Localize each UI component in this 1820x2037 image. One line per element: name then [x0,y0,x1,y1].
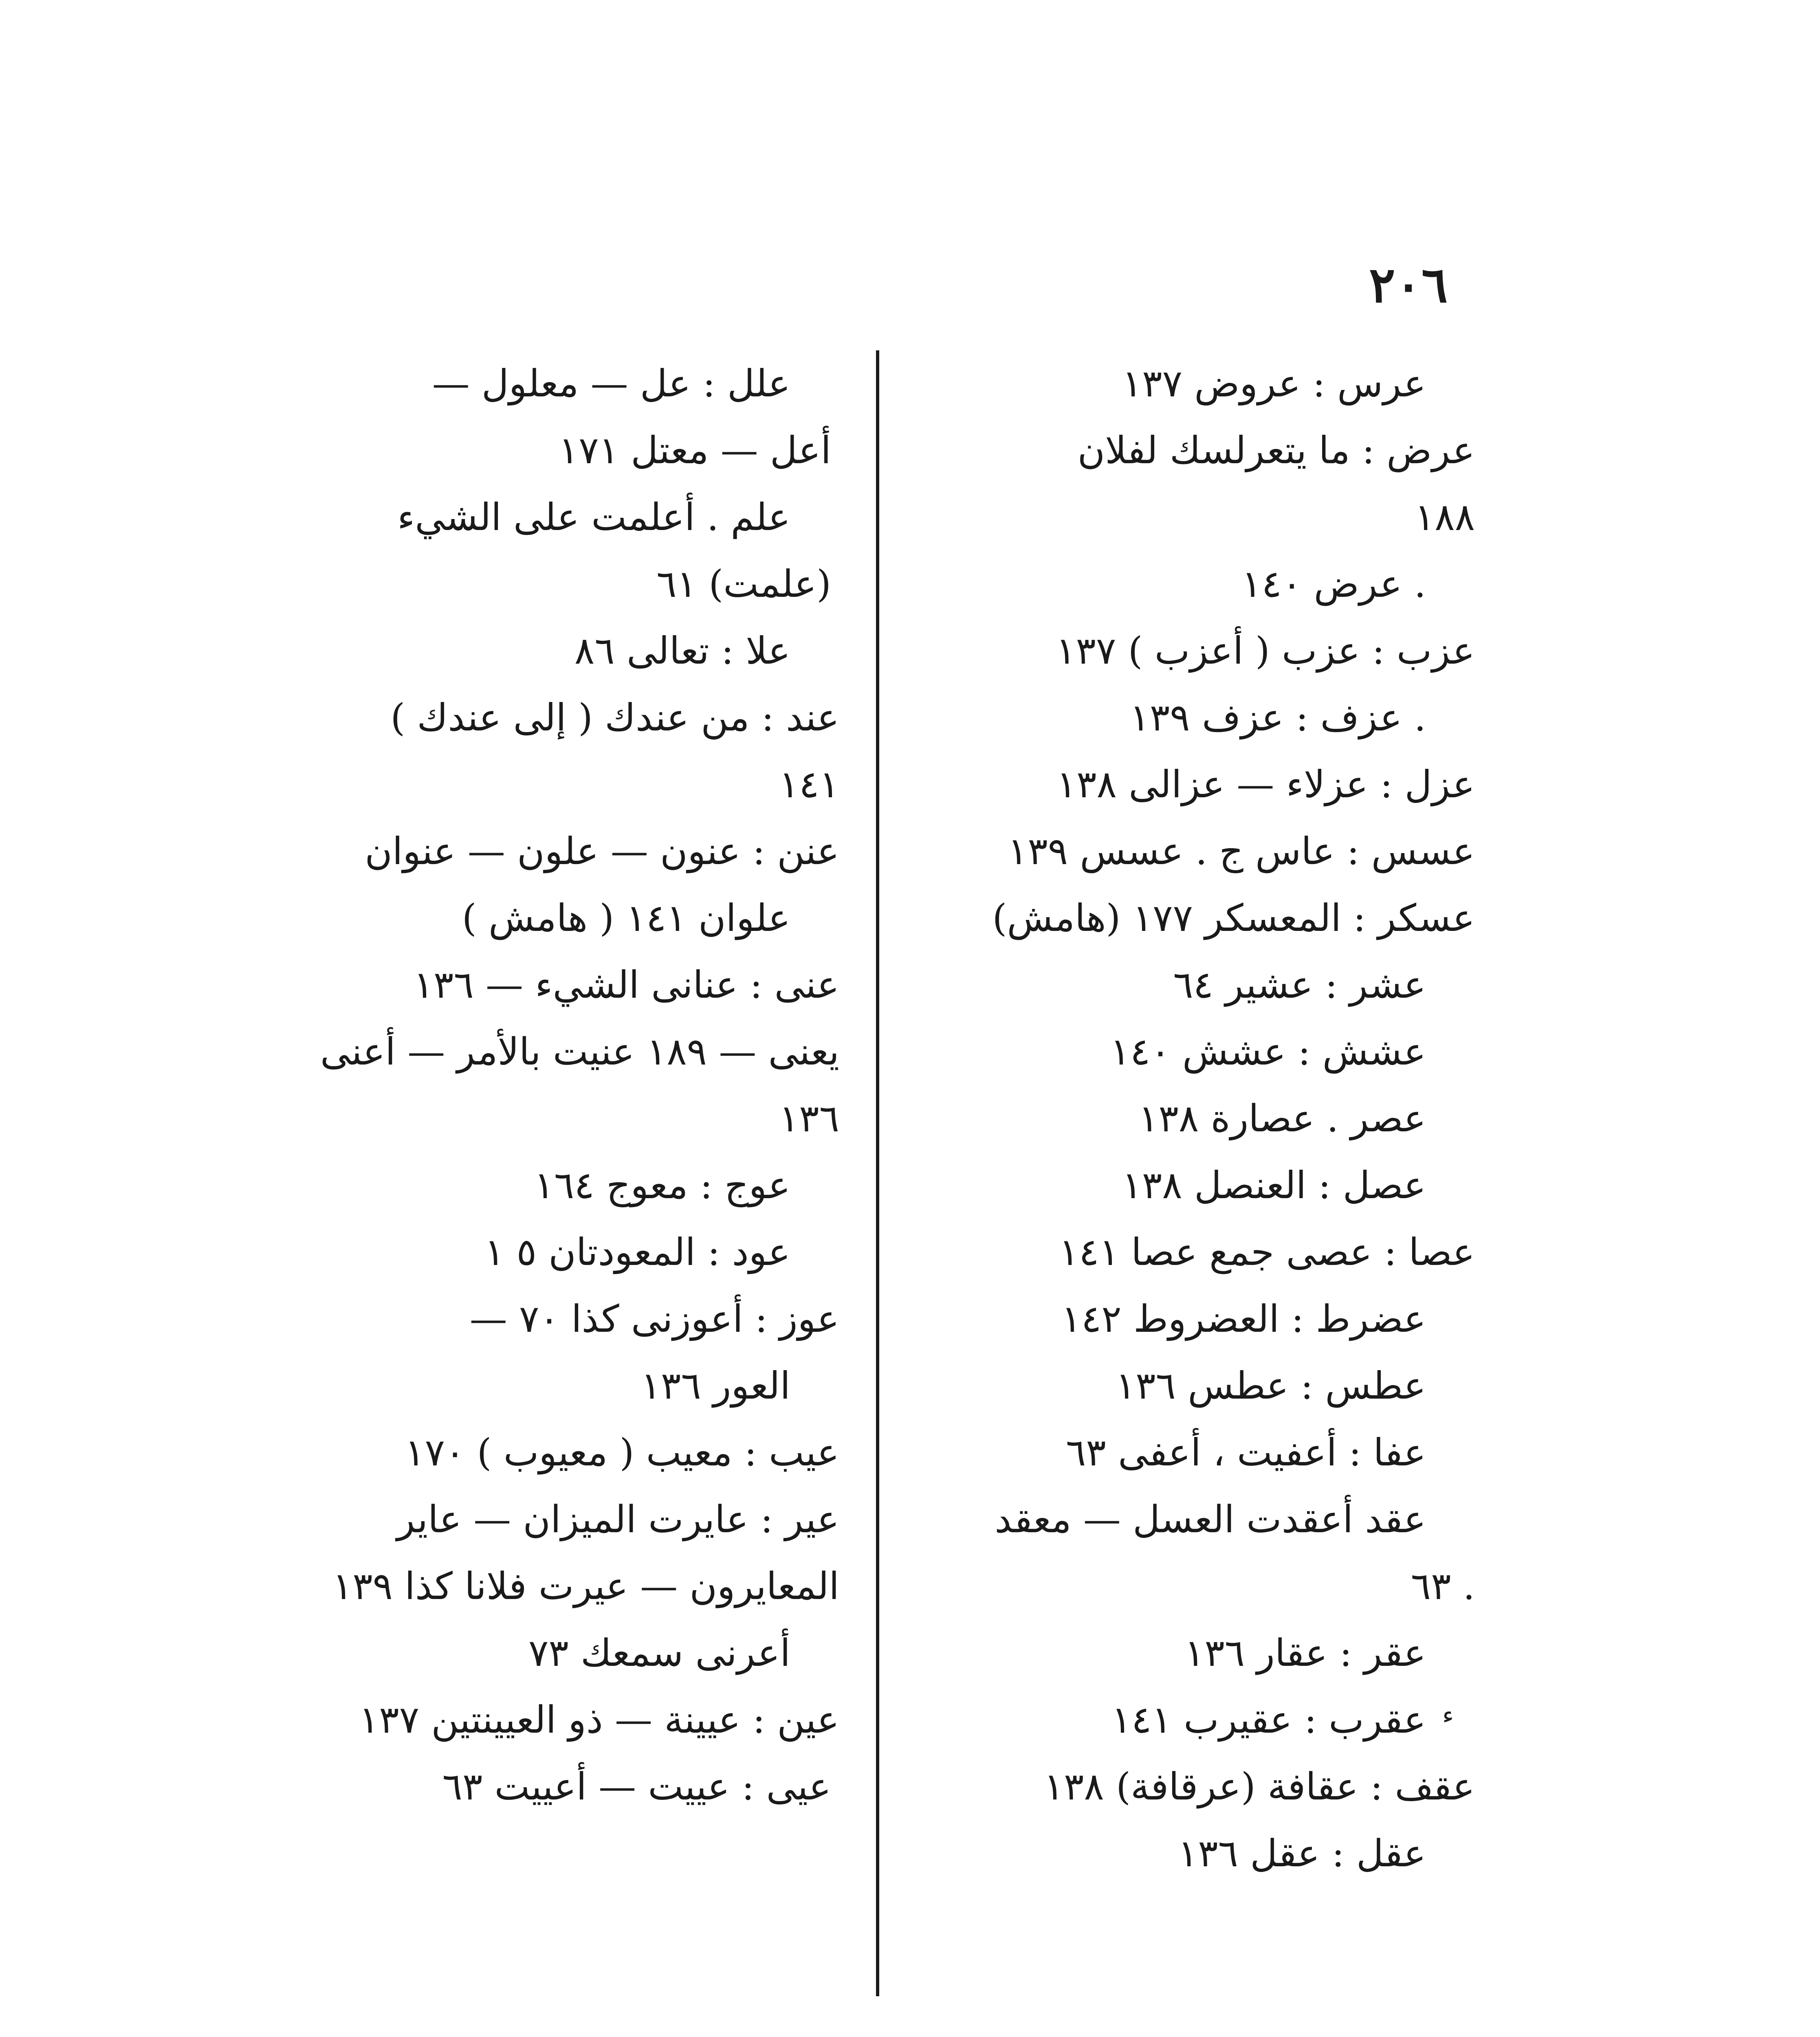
index-entry: عيب : معيب ( معيوب ) ١٧٠ [405,1431,839,1474]
index-entry: عنن : عنون — علون — عنوان [365,829,839,873]
index-entry: أعل — معتل ١٧١ [558,429,831,472]
index-entry: علم . أعلمت على الشيء [397,495,790,539]
index-entry: أعرنى سمعك ٧٣ [528,1631,790,1675]
index-entry: عصل : العنصل ١٣٨ [1122,1164,1426,1207]
index-entry: عسكر : المعسكر ١٧٧ (هامش) [992,896,1475,940]
index-entry: عفا : أعفيت ، أعفى ٦٣ [1066,1431,1426,1474]
index-entry: عسس : عاس ج . عسس ١٣٩ [1007,829,1475,873]
index-entry: العور ١٣٦ [640,1364,790,1408]
index-entry: عقل : عقل ١٣٦ [1177,1832,1426,1875]
index-entry: عوج : معوج ١٦٤ [534,1164,790,1207]
margin-mark: ء [1442,1701,1454,1729]
index-entry: عرض : ما يتعرلسك لفلان [1077,429,1475,472]
index-column-right [904,350,1475,1887]
index-column-left [310,350,839,1820]
index-entry: عقد أعقدت العسل — معقد [995,1498,1426,1541]
index-entry: عير : عايرت الميزان — عاير [396,1498,839,1541]
index-entry: ١٨٨ [1414,495,1475,539]
index-entry: عزل : عزلاء — عزالى ١٣٨ [1056,763,1475,806]
index-entry: . عرض ١٤٠ [1241,562,1426,606]
index-entry: عطس : عطس ١٣٦ [1115,1364,1426,1408]
index-entry: علل : عل — معلول — [432,362,790,405]
index-entry: عرس : عروض ١٣٧ [1122,362,1426,405]
index-entry: المعايرون — عيرت فلانا كذا ١٣٩ [332,1564,839,1608]
column-divider [876,350,879,1996]
index-entry: . ٦٣ [1411,1564,1475,1608]
index-entry: عيى : عييت — أعييت ٦٣ [442,1765,831,1808]
index-entry: عود : المعودتان ٥ ١ [484,1230,790,1274]
index-entry: . عزف : عزف ١٣٩ [1129,696,1426,739]
index-entry: عشش : عشش ١٤٠ [1110,1030,1426,1073]
index-entry: يعنى — ١٨٩ عنيت بالأمر — أعنى [320,1030,839,1073]
index-entry: عند : من عندك ( إلى عندك ) [390,696,839,739]
index-entry: عين : عيينة — ذو العيينتين ١٣٧ [359,1698,839,1742]
index-entry: عصا : عصى جمع عصا ١٤١ [1059,1230,1475,1274]
index-entry: عزب : عزب ( أعزب ) ١٣٧ [1056,629,1475,673]
index-entry: عوز : أعوزنى كذا ٧٠ — [469,1297,839,1341]
index-entry: (علمت) ٦١ [656,562,831,606]
index-entry: عشر : عشير ٦٤ [1173,963,1426,1007]
index-entry: علا : تعالى ٨٦ [574,629,790,673]
index-entry: علوان ١٤١ ( هامش ) [462,896,790,940]
page-number: ٢٠٦ [1369,256,1448,314]
index-entry: عقر : عقار ١٣٦ [1184,1631,1426,1675]
index-entry: عقف : عقافة (عرقافة) ١٣٨ [1043,1765,1475,1808]
index-entry: عنى : عنانى الشيء — ١٣٦ [413,963,839,1007]
index-entry: عقرب : عقيرب ١٤١ [1111,1698,1426,1742]
index-entry: ١٣٦ [779,1097,839,1140]
index-entry: عصر . عصارة ١٣٨ [1138,1097,1426,1140]
index-entry: عضرط : العضروط ١٤٢ [1061,1297,1426,1341]
index-entry: ١٤١ [779,763,839,806]
